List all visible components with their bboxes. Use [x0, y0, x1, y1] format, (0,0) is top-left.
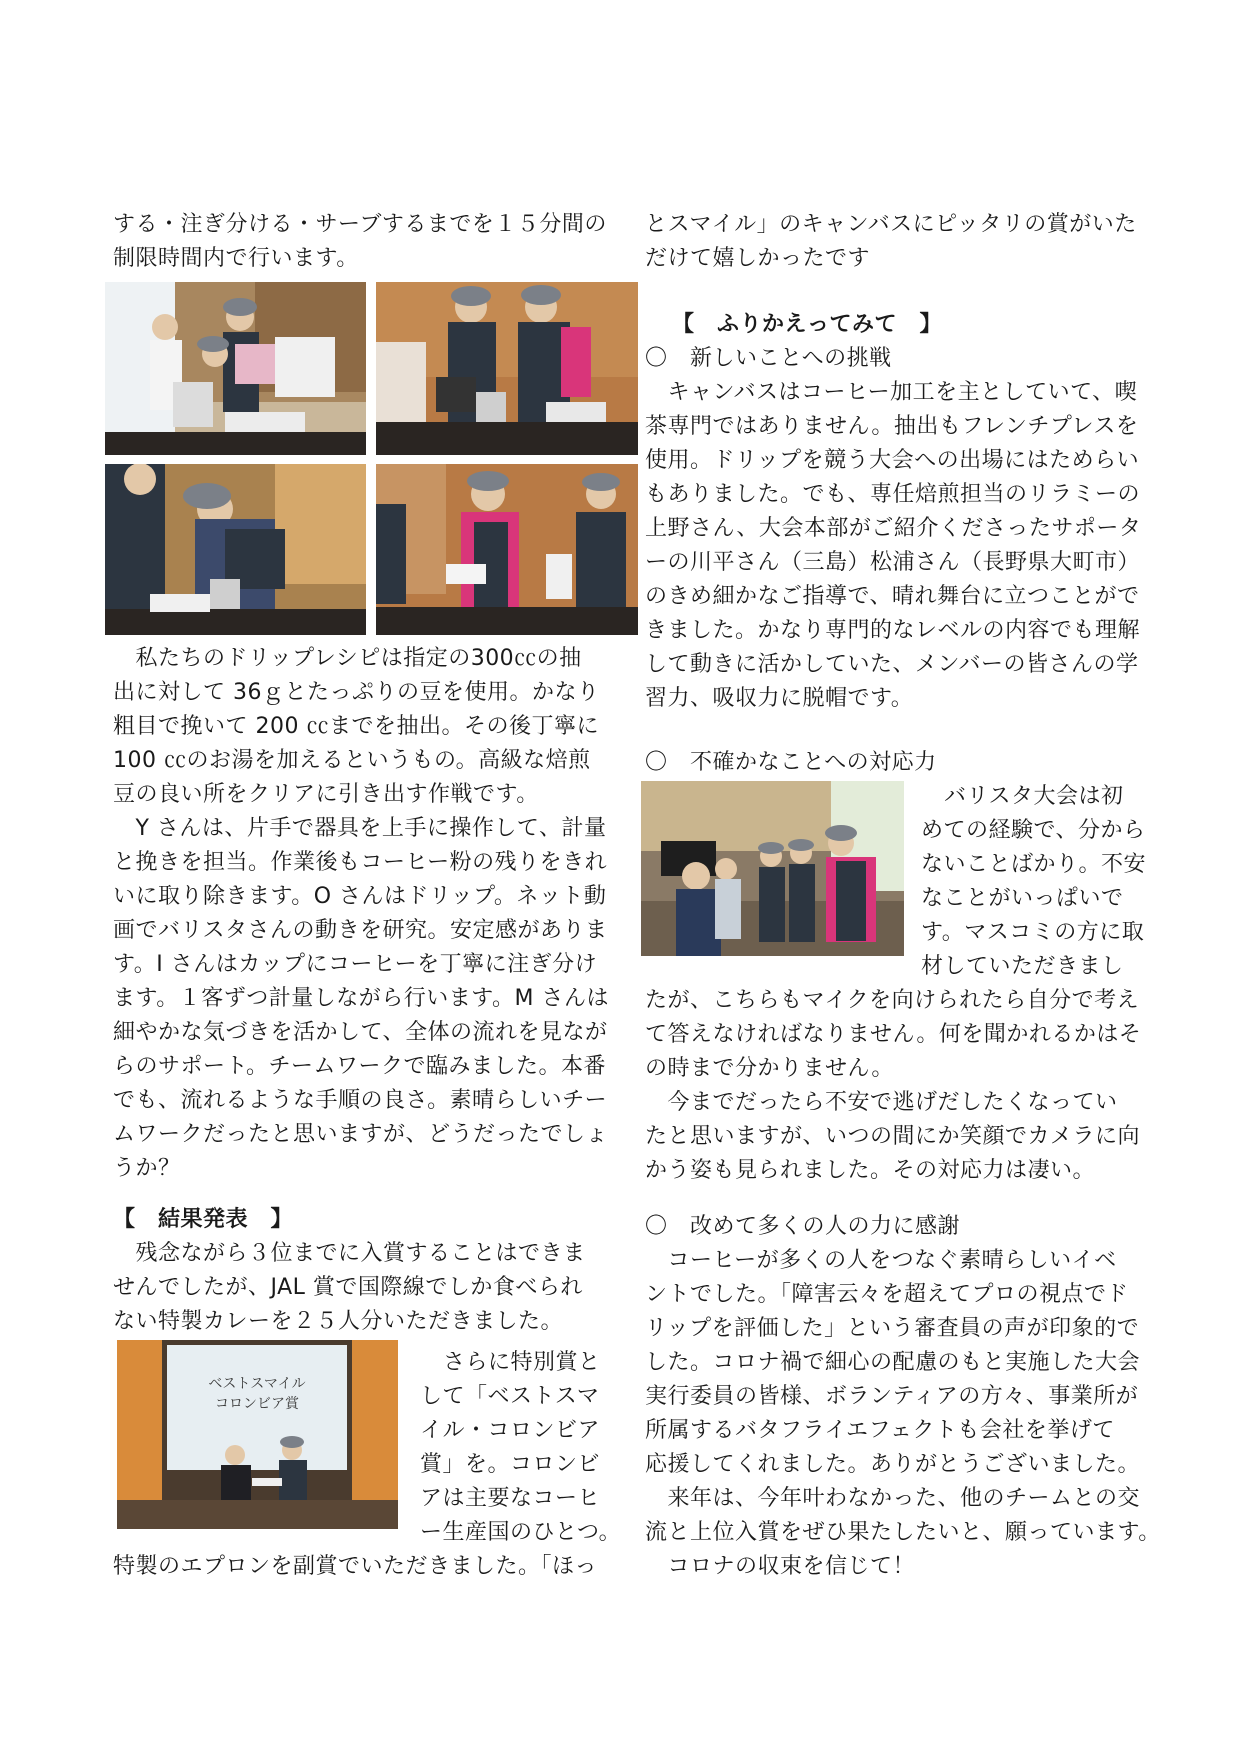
recipe-line-5: 豆の良い所をクリアに引き出す作戦です。	[113, 782, 539, 807]
recipe-line-14: でも、流れるような手順の良さ。素晴らしいチー	[113, 1088, 608, 1113]
intro-line-1: する・注ぎ分ける・サーブするまでを１５分間の	[113, 212, 607, 237]
sec3-line-9: 流と上位入賞をぜひ果たしたいと、願っています。	[645, 1520, 1161, 1545]
recipe-line-8: いに取り除きます。O さんはドリップ。ネット動	[113, 884, 607, 909]
sec2-title: 〇 不確かなことへの対応力	[645, 750, 937, 775]
recipe-line-7: と挽きを担当。作業後もコーヒー粉の残りをきれ	[113, 850, 608, 875]
sec1-line-7: のきめ細かなご指導で、晴れ舞台に立つことがで	[645, 584, 1140, 609]
sec3-title: 〇 改めて多くの人の力に感謝	[645, 1214, 961, 1239]
sec1-line-9: して動きに活かしていた、メンバーの皆さんの学	[645, 652, 1139, 677]
photo-interview	[641, 781, 904, 956]
photo-award	[117, 1340, 398, 1529]
sec2-line-5: たと思いますが、いつの間にか笑顔でカメラに向	[645, 1124, 1141, 1149]
award-side-line-1: さらに特別賞と	[443, 1350, 601, 1375]
photo-serving	[376, 464, 638, 635]
recipe-line-15: ムワークだったと思いますが、どうだったでしょ	[113, 1122, 609, 1147]
award-screen-line-1: ベストスマイル	[208, 1376, 306, 1392]
sec1-line-10: 習力、吸収力に脱帽です。	[645, 686, 914, 711]
recipe-line-12: 細やかな気づきを活かして、全体の流れを見なが	[113, 1020, 608, 1045]
cont-line-1: とスマイル」のキャンバスにピッタリの賞がいた	[645, 212, 1137, 237]
sec2-side-line-5: す。マスコミの方に取	[921, 920, 1145, 945]
award-side-line-2: して「ベストスマ	[420, 1384, 600, 1409]
sec1-line-3: 使用。ドリップを競う大会への出場にはためらい	[645, 448, 1140, 473]
sec2-line-6: かう姿も見られました。その対応力は凄い。	[645, 1158, 1096, 1183]
sec2-side-line-3: ないことばかり。不安	[921, 852, 1147, 877]
sec3-line-4: した。コロナ禍で細心の配慮のもと実施した大会	[645, 1350, 1141, 1375]
sec3-line-5: 実行委員の皆様、ボランティアの方々、事業所が	[645, 1384, 1139, 1409]
sec1-title: 〇 新しいことへの挑戦	[645, 346, 892, 371]
review-heading: 【 ふりかえってみて 】	[672, 312, 943, 337]
sec2-side-line-1: バリスタ大会は初	[944, 784, 1124, 809]
award-side-line-4: 賞」を。コロンビ	[420, 1452, 601, 1477]
result-heading: 【 結果発表 】	[113, 1207, 294, 1232]
sec2-line-4: 今までだったら不安で逃げだしたくなってい	[645, 1090, 1118, 1115]
result-line-1: 残念ながら３位までに入賞することはできま	[113, 1241, 586, 1266]
recipe-line-11: ます。１客ずつ計量しながら行います。M さんは	[113, 986, 609, 1011]
recipe-line-13: らのサポート。チームワークで臨みました。本番	[113, 1054, 607, 1079]
recipe-line-2: 出に対して 36ｇとたっぷりの豆を使用。かなり	[113, 680, 600, 705]
sec1-line-2: 茶専門ではありません。抽出もフレンチプレスを	[645, 414, 1139, 439]
sec1-line-4: もありました。でも、専任焙煎担当のリラミーの	[645, 482, 1141, 507]
sec3-line-6: 所属するバタフライエフェクトも会社を挙げて	[645, 1418, 1115, 1443]
result-line-3: ない特製カレーを２５人分いただきました。	[113, 1309, 564, 1334]
sec3-line-7: 応援してくれました。ありがとうございました。	[645, 1452, 1141, 1477]
sec2-line-1: たが、こちらもマイクを向けられたら自分で考え	[645, 988, 1140, 1013]
award-screen-line-2: コロンビア賞	[215, 1396, 299, 1412]
recipe-line-3: 粗目で挽いて 200 ㏄までを抽出。その後丁寧に	[113, 714, 599, 739]
sec2-line-3: の時まで分かりません。	[645, 1056, 894, 1081]
photo-drip	[105, 464, 366, 635]
photo-grinding	[105, 282, 366, 455]
sec3-line-1: コーヒーが多くの人をつなぐ素晴らしいイベ	[645, 1248, 1117, 1273]
recipe-line-1: 私たちのドリップレシピは指定の300㏄の抽	[113, 646, 582, 671]
photo-pour-over	[376, 282, 638, 455]
award-side-line-6: ー生産国のひとつ。	[420, 1520, 622, 1545]
sec1-line-1: キャンバスはコーヒー加工を主としていて、喫	[645, 380, 1138, 405]
award-side-line-3: イル・コロンビア	[420, 1418, 601, 1443]
recipe-line-6: Y さんは、片手で器具を上手に操作して、計量	[113, 816, 607, 841]
sec2-line-2: て答えなければなりません。何を聞かれるかはそ	[645, 1022, 1142, 1047]
result-line-2: せんでしたが、JAL 賞で国際線でしか食べられ	[113, 1275, 583, 1300]
recipe-line-4: 100 ㏄のお湯を加えるというもの。高級な焙煎	[113, 748, 591, 773]
sec1-line-5: 上野さん、大会本部がご紹介くださったサポータ	[645, 516, 1142, 541]
award-bottom-line: 特製のエプロンを副賞でいただきました。「ほっ	[113, 1554, 598, 1579]
sec3-line-10: コロナの収束を信じて！	[645, 1554, 916, 1579]
recipe-line-16: うか？	[113, 1156, 181, 1181]
recipe-line-9: 画でバリスタさんの動きを研究。安定感がありま	[113, 918, 608, 943]
cont-line-2: だけて嬉しかったです	[645, 246, 871, 271]
sec3-line-2: ントでした。「障害云々を超えてプロの視点でド	[645, 1282, 1129, 1307]
sec2-side-line-6: 材していただきまし	[921, 954, 1124, 979]
recipe-line-10: す。I さんはカップにコーヒーを丁寧に注ぎ分け	[113, 952, 598, 977]
sec3-line-3: リップを評価した」という審査員の声が印象的で	[645, 1316, 1140, 1341]
sec2-side-line-2: めての経験で、分から	[921, 818, 1146, 843]
sec1-line-8: きました。かなり専門的なレベルの内容でも理解	[645, 618, 1141, 643]
sec1-line-6: ーの川平さん（三島）松浦さん（長野県大町市）	[645, 550, 1141, 575]
intro-line-2: 制限時間内で行います。	[113, 246, 359, 271]
sec3-line-8: 来年は、今年叶わなかった、他のチームとの交	[645, 1486, 1141, 1511]
sec2-side-line-4: なことがいっぱいで	[921, 886, 1124, 911]
award-side-line-5: アは主要なコーヒ	[420, 1486, 601, 1511]
